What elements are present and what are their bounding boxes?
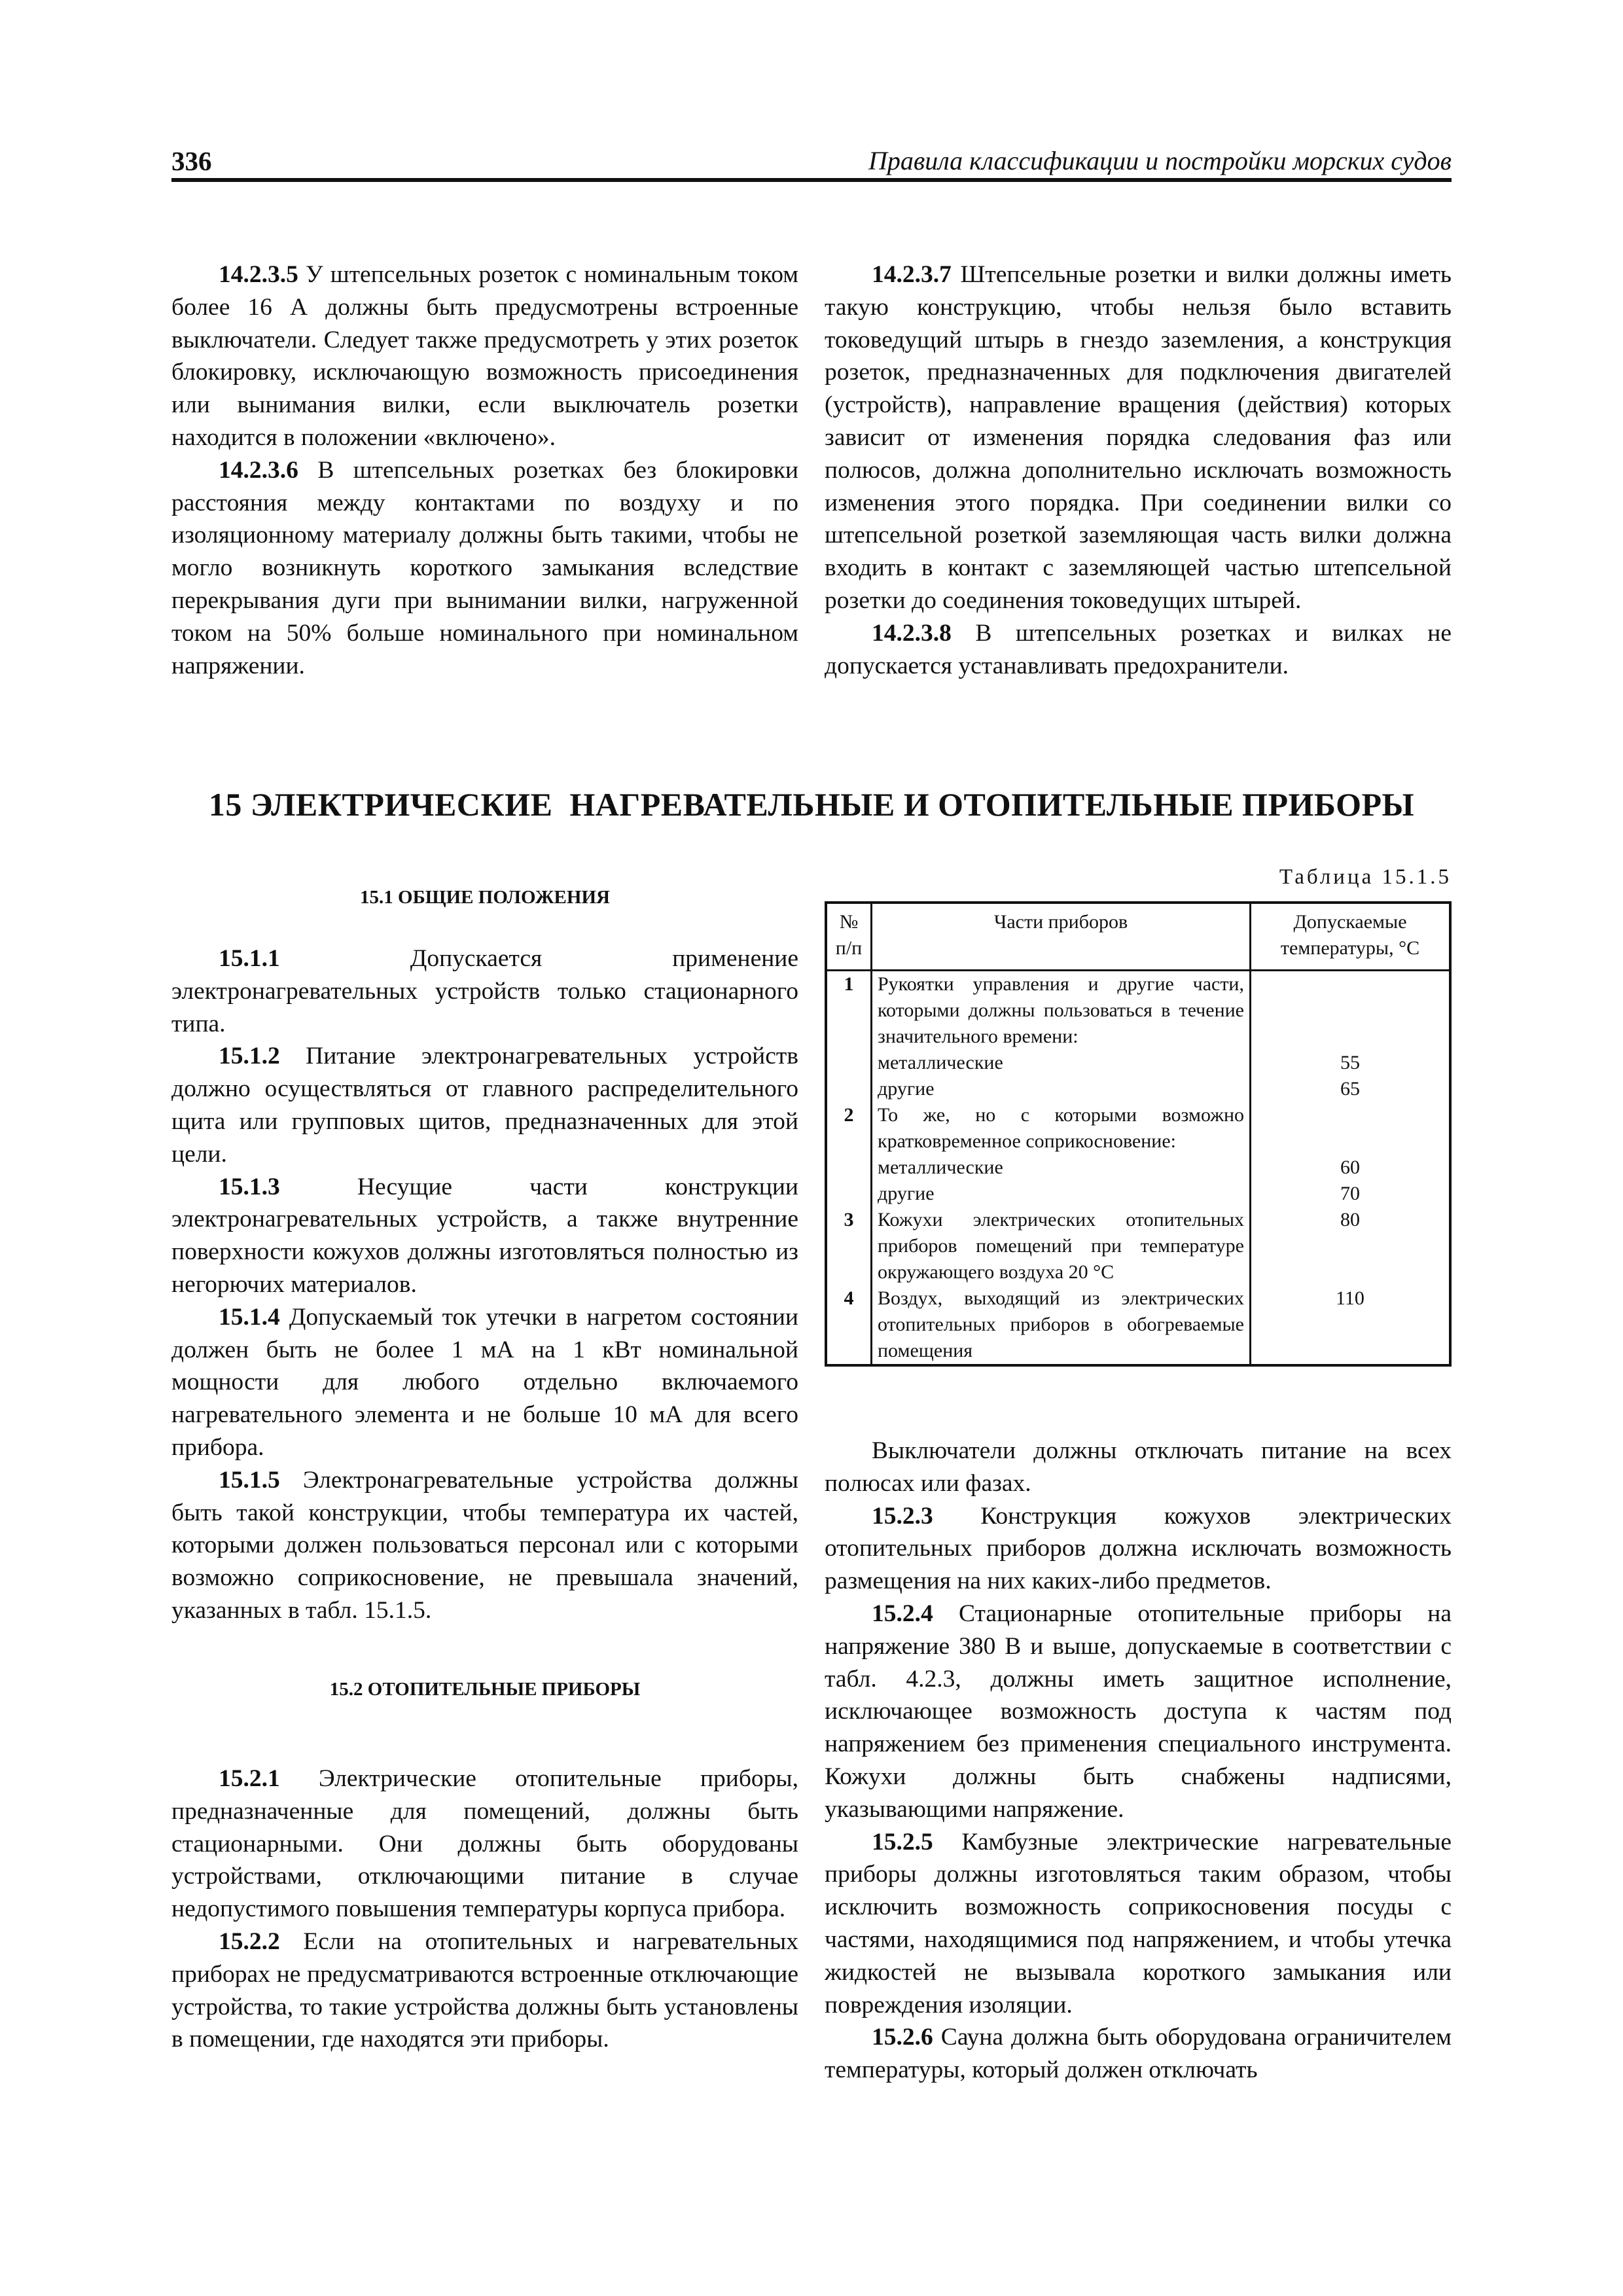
section-15-2-left [171, 1763, 798, 2056]
left-top-column [171, 259, 798, 682]
table-row [826, 1207, 1450, 1285]
row-num [826, 1050, 872, 1076]
page-number: 336 [171, 146, 212, 176]
paragraph-15-1-2 [171, 1040, 798, 1170]
row-part: другие [872, 1076, 1251, 1102]
section-heading-15-2: 15.2 ОТОПИТЕЛЬНЫЕ ПРИБОРЫ [329, 1679, 641, 1700]
clause-text: Питание электронагревательных устройств должно осуществляться от главного распределительного щита или групповых щитов, предназначенных для этой цели. [171, 1043, 798, 1168]
row-part: Рукоятки управления и другие части, которыми должны пользоваться в течение значительного времени: [872, 971, 1251, 1050]
clause-number: 15.2.6 [872, 2024, 933, 2051]
clause-text: Несущие части конструкции электронагревательных устройств, а также внутренние поверхности кожухов должны изготовляться полностью из негорючих материалов. [171, 1173, 798, 1298]
clause-number: 15.1.5 [219, 1466, 280, 1494]
clause-number: 15.1.3 [219, 1173, 280, 1200]
row-num [826, 1155, 872, 1181]
clause-number: 15.2.4 [872, 1600, 933, 1627]
row-part: другие [872, 1181, 1251, 1207]
clause-text: В штепсельных розетках без блокировки расстояния между контактами по воздуху и по изоляционному материалу должны быть такими, чтобы не могло возникнуть короткого замыкания вследствие перекрывания дуги при вынимании вилки, нагруженной током на 50% больше номинального при номинальном напряжении. [171, 456, 798, 679]
row-part: Кожухи электрических отопительных приборов помещений при температуре окружающего воздуха 20 °С [872, 1207, 1251, 1285]
clause-number: 14.2.3.6 [219, 456, 298, 484]
table-row [826, 1285, 1450, 1365]
row-temp: 110 [1251, 1285, 1451, 1365]
table-row [826, 1155, 1450, 1181]
row-part: металлические [872, 1050, 1251, 1076]
chapter-title: 15 ЭЛЕКТРИЧЕСКИЕ НАГРЕВАТЕЛЬНЫЕ И ОТОПИТЕЛЬНЫЕ ПРИБОРЫ [208, 786, 1415, 823]
clause-number: 15.1.4 [219, 1303, 280, 1331]
table-header-row [826, 903, 1450, 971]
paragraph-15-1-1 [171, 942, 798, 1040]
row-temp: 70 [1251, 1181, 1451, 1207]
table-row [826, 971, 1450, 1050]
paragraph-15-1-4 [171, 1301, 798, 1464]
clause-number: 14.2.3.7 [872, 261, 952, 288]
clause-text: Если на отопительных и нагревательных приборах не предусматриваются встроенные отключающие устройства, то такие устройства должны быть установлены в помещении, где находятся эти приборы. [171, 1928, 798, 2053]
row-part: То же, но с которыми возможно кратковременное соприкосновение: [872, 1102, 1251, 1155]
clause-number: 14.2.3.5 [219, 261, 298, 288]
table-row [826, 1076, 1450, 1102]
column-header-part: Части приборов [872, 903, 1251, 971]
running-title: Правила классификации и постройки морских судов [868, 146, 1452, 175]
clause-text: Допускается применение электронагревательных устройств только стационарного типа. [171, 945, 798, 1037]
right-top-column [825, 259, 1452, 682]
clause-text: Сауна должна быть оборудована ограничителем температуры, который должен отключать [825, 2024, 1452, 2084]
row-num: 1 [826, 971, 872, 1050]
paragraph-15-1-5 [171, 1464, 798, 1627]
row-temp: 65 [1251, 1076, 1451, 1102]
column-header-temp: Допускаемые температуры, °С [1251, 903, 1451, 971]
clause-number: 15.2.1 [219, 1765, 280, 1792]
paragraph-15-2-6 [825, 2021, 1452, 2087]
row-temp: 55 [1251, 1050, 1451, 1076]
table-row [826, 1181, 1450, 1207]
clause-number: 14.2.3.8 [872, 619, 952, 647]
clause-number: 15.2.3 [872, 1502, 933, 1530]
clause-text: Электронагревательные устройства должны быть такой конструкции, чтобы температура их частей, которыми должен пользоваться персонал или с которыми возможно соприкосновение, не превышала значений, указанных в табл. 15.1.5. [171, 1466, 798, 1624]
section-15-2-right [825, 1435, 1452, 2087]
row-num: 3 [826, 1207, 872, 1285]
clause-number: 15.1.1 [219, 945, 280, 972]
table-caption: Таблица 15.1.5 [1279, 865, 1452, 889]
row-part: Воздух, выходящий из электрических отопительных приборов в обогреваемые помещения [872, 1285, 1251, 1365]
row-num [826, 1181, 872, 1207]
clause-text: Конструкция кожухов электрических отопительных приборов должна исключать возможность размещения на них каких-либо предметов. [825, 1502, 1452, 1595]
paragraph-15-1-3 [171, 1171, 798, 1301]
row-num [826, 1076, 872, 1102]
header-rule [171, 178, 1452, 182]
section-heading-15-1: 15.1 ОБЩИЕ ПОЛОЖЕНИЯ [360, 887, 610, 908]
paragraph-14-2-3-5 [171, 259, 798, 454]
paragraph-14-2-3-7 [825, 259, 1452, 617]
row-temp [1251, 1102, 1451, 1155]
clause-number: 15.2.5 [872, 1828, 933, 1856]
table-row [826, 1050, 1450, 1076]
clause-text: Стационарные отопительные приборы на напряжение 380 В и выше, допускаемые в соответствии с табл. 4.2.3, должны иметь защитное исполнение, исключающее возможность доступа к частям под напряжением без применения специального инструмента. Кожухи должны быть снабжены надписями, указывающими напряжение. [825, 1600, 1452, 1823]
paragraph-15-2-3 [825, 1500, 1452, 1598]
row-part: металлические [872, 1155, 1251, 1181]
clause-text: Электрические отопительные приборы, предназначенные для помещений, должны быть стационарными. Они должны быть оборудованы устройствами, отключающими питание в случае недопустимого повышения температуры корпуса прибора. [171, 1765, 798, 1923]
column-header-num: № п/п [826, 903, 872, 971]
paragraph-14-2-3-8 [825, 617, 1452, 683]
row-temp: 60 [1251, 1155, 1451, 1181]
section-15-1-body [171, 942, 798, 1627]
row-num: 2 [826, 1102, 872, 1155]
paragraph-15-2-4 [825, 1598, 1452, 1826]
paragraph-14-2-3-6 [171, 454, 798, 683]
clause-text: Допускаемый ток утечки в нагретом состоянии должен быть не более 1 мА на 1 кВт номинальной мощности для любого отдельно включаемого нагревательного элемента и не больше 10 мА для всего прибора. [171, 1303, 798, 1461]
paragraph-15-2-5 [825, 1826, 1452, 2022]
row-temp [1251, 971, 1451, 1050]
table-row [826, 1102, 1450, 1155]
continuation-text: Выключатели должны отключать питание на всех полюсах или фазах. [825, 1437, 1452, 1497]
clause-text: Камбузные электрические нагревательные приборы должны изготовляться таким образом, чтобы исключить возможность соприкосновения посуды с частями, находящимися под напряжением, и чтобы утечка жидкостей не вызывала короткого замыкания или повреждения изоляции. [825, 1828, 1452, 2018]
clause-text: У штепсельных розеток с номинальным током более 16 А должны быть предусмотрены встроенные выключатели. Следует также предусмотреть у этих розеток блокировку, исключающую возможность присоединения или вынимания вилки, если выключатель розетки находится в положении «включено». [171, 261, 798, 451]
clause-number: 15.1.2 [219, 1043, 280, 1070]
row-num: 4 [826, 1285, 872, 1365]
temperature-table [825, 901, 1452, 1367]
clause-number: 15.2.2 [219, 1928, 280, 1955]
clause-text: В штепсельных розетках и вилках не допускается устанавливать предохранители. [825, 619, 1452, 679]
row-temp: 80 [1251, 1207, 1451, 1285]
clause-text: Штепсельные розетки и вилки должны иметь такую конструкцию, чтобы нельзя было вставить токоведущий штырь в гнездо заземления, а конструкция розеток, предназначенных для подключения двигателей (устройств), направление вращения (действия) которых зависит от изменения порядка следования фаз или полюсов, должна дополнительно исключать возможность изменения этого порядка. При соединении вилки со штепсельной розеткой заземляющая часть вилки должна входить в контакт с заземляющей частью штепсельной розетки до соединения токоведущих штырей. [825, 261, 1452, 614]
paragraph-15-2-1 [171, 1763, 798, 1926]
paragraph-15-2-2 [171, 1926, 798, 2056]
